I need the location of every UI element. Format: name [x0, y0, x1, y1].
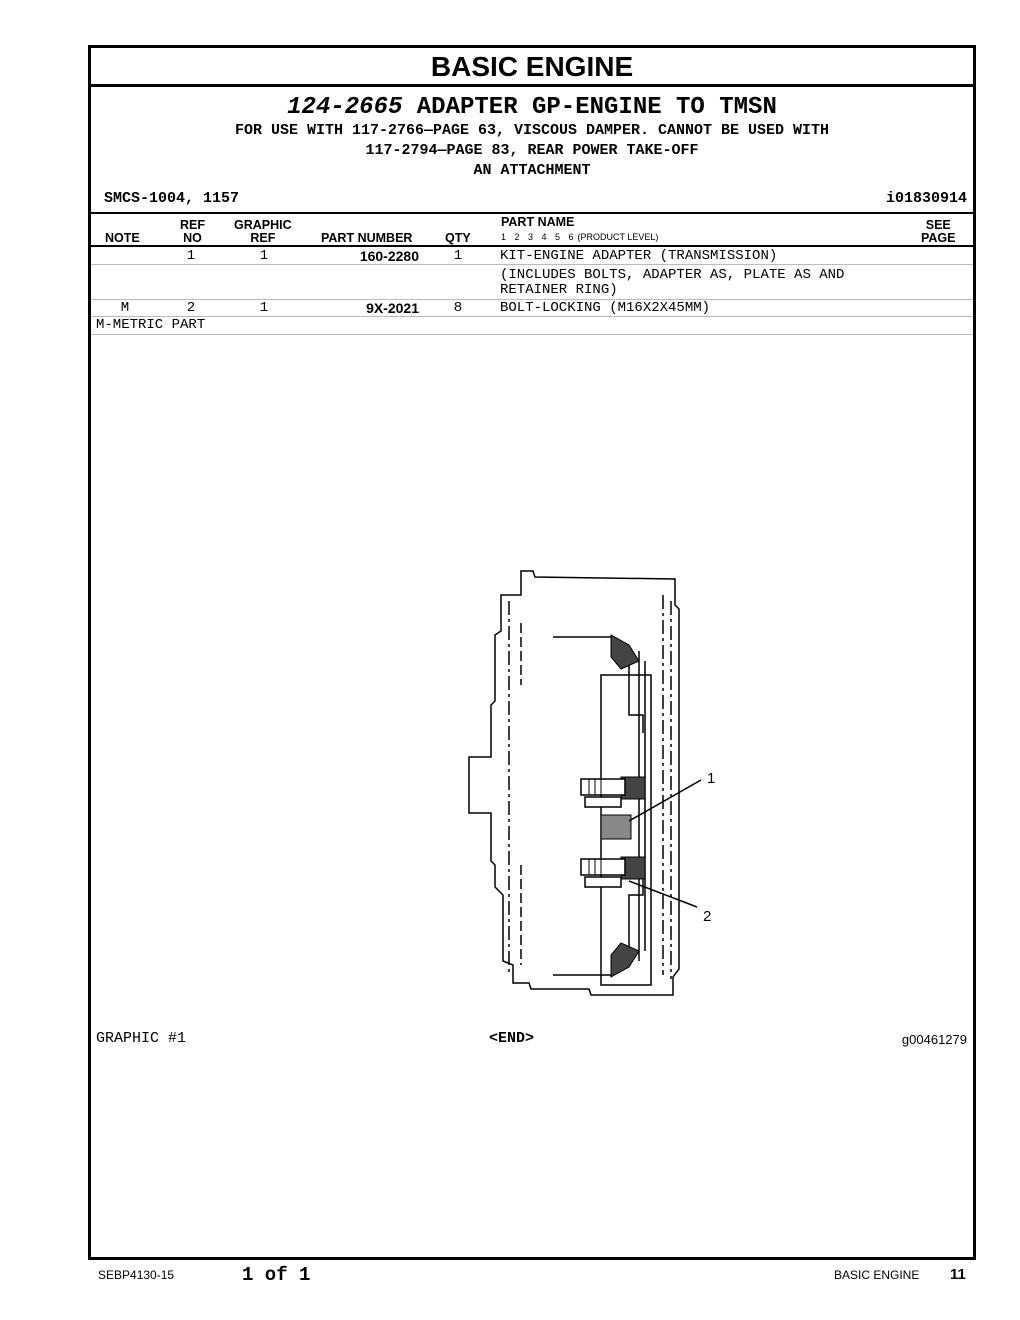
- group-description-line: 117-2794—PAGE 83, REAR POWER TAKE-OFF: [365, 142, 699, 159]
- group-description-line: FOR USE WITH 117-2766—PAGE 63, VISCOUS DAMPER. CANNOT BE USED WITH: [234, 122, 830, 139]
- row2-part-name-line2: RETAINER RING): [500, 282, 618, 298]
- adapter-cross-section-drawing: [461, 565, 731, 1005]
- header-see-page-line2: PAGE: [921, 231, 956, 245]
- graphic-id: g00461279: [901, 1032, 967, 1047]
- level-numbers: 1 2 3 4 5 6: [501, 232, 574, 242]
- row1-graphic-ref: 1: [259, 248, 269, 264]
- footer-page-number: 11: [950, 1266, 966, 1283]
- header-part-number: PART NUMBER: [321, 231, 413, 245]
- header-levels: [501, 232, 658, 242]
- header-graphic-ref-line1: GRAPHIC: [234, 218, 292, 232]
- header-graphic-ref: [234, 219, 292, 245]
- graphic-label: GRAPHIC #1: [96, 1030, 187, 1047]
- section-title: BASIC ENGINE: [91, 48, 973, 87]
- row-divider: [91, 316, 973, 317]
- footer-page-of: 1 of 1: [242, 1264, 311, 1286]
- header-see-page: [921, 219, 956, 245]
- header-divider: [91, 212, 973, 214]
- row3-qty: 8: [453, 300, 463, 316]
- row3-graphic-ref: 1: [259, 300, 269, 316]
- row3-ref-no: 2: [186, 300, 196, 316]
- product-level-label: (PRODUCT LEVEL): [577, 232, 659, 242]
- row-divider: [91, 264, 973, 265]
- row3-part-number[interactable]: 9X-2021: [366, 300, 419, 316]
- footer-section: BASIC ENGINE: [834, 1268, 920, 1282]
- header-note: NOTE: [105, 231, 140, 245]
- group-title: [91, 94, 973, 121]
- row3-part-name: BOLT-LOCKING (M16X2X45MM): [500, 300, 711, 316]
- header-ref-no-line2: NO: [183, 231, 202, 245]
- page-frame: [88, 45, 976, 1260]
- header-ref-no-line1: REF: [180, 218, 205, 232]
- callout-1: 1: [707, 770, 716, 787]
- end-marker: <END>: [489, 1030, 535, 1047]
- header-see-page-line1: SEE: [925, 218, 951, 232]
- row3-note: M: [120, 300, 130, 316]
- header-qty: QTY: [445, 231, 471, 245]
- header-ref-no: [180, 219, 205, 245]
- header-graphic-ref-line2: REF: [250, 231, 276, 245]
- group-description-line: AN ATTACHMENT: [473, 162, 591, 179]
- footer-doc-number: SEBP4130-15: [98, 1268, 175, 1282]
- row1-ref-no: 1: [186, 248, 196, 264]
- callout-2: 2: [703, 908, 712, 925]
- row-divider: [91, 334, 973, 335]
- row1-part-name: KIT-ENGINE ADAPTER (TRANSMISSION): [500, 248, 778, 264]
- group-number: 124-2665: [287, 94, 403, 121]
- group-name: ADAPTER GP-ENGINE TO TMSN: [416, 94, 777, 121]
- row1-qty: 1: [453, 248, 463, 264]
- illustration-id: i01830914: [885, 190, 967, 207]
- metric-footnote: M-METRIC PART: [96, 317, 206, 333]
- row2-part-name-line1: (INCLUDES BOLTS, ADAPTER AS, PLATE AS AND: [500, 267, 845, 283]
- row1-part-number[interactable]: 160-2280: [359, 248, 419, 264]
- table-header-rule: [91, 245, 973, 247]
- header-part-name: PART NAME: [501, 215, 575, 229]
- smcs-codes: SMCS-1004, 1157: [104, 190, 240, 207]
